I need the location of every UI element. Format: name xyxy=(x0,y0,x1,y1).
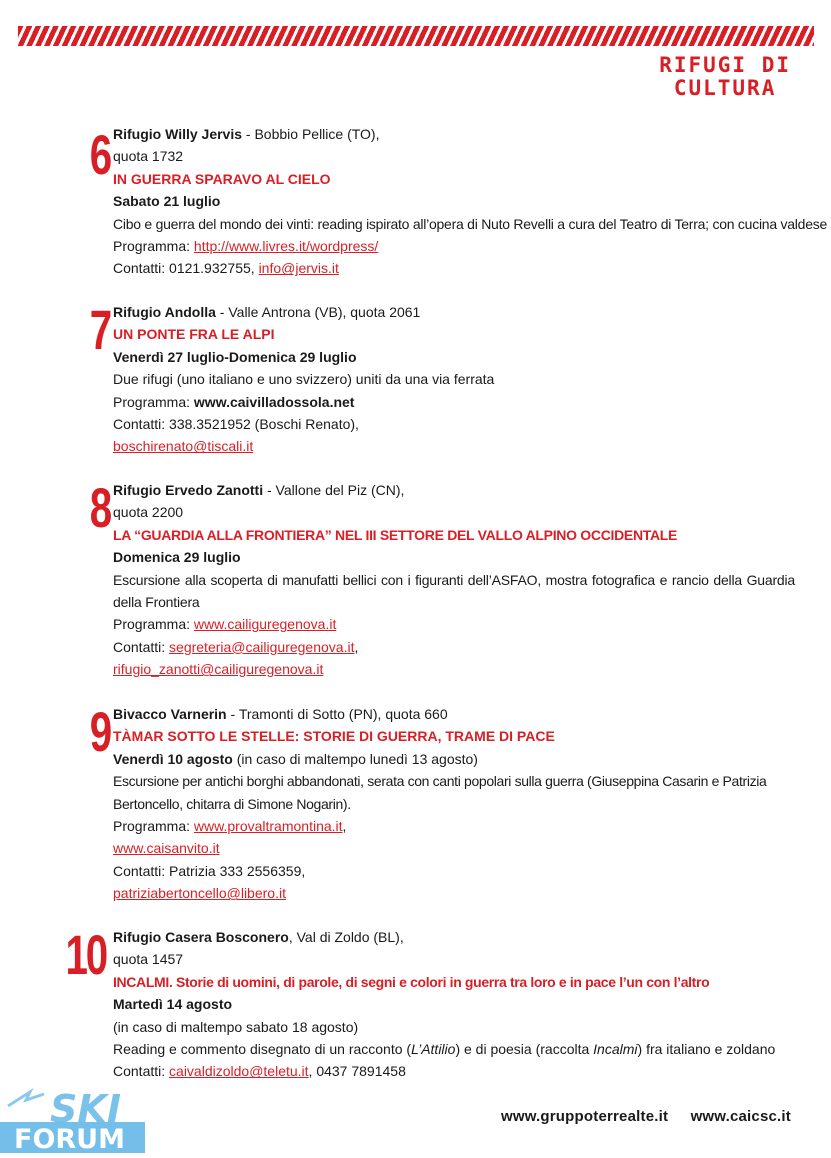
program-label: Programma: xyxy=(113,393,194,410)
entry-date: Venerdì 27 luglio-Domenica 29 luglio xyxy=(113,348,357,365)
entry-7 xyxy=(113,301,803,458)
footer-site-1[interactable]: www.gruppoterrealte.it xyxy=(500,1108,669,1125)
top-stripe-band xyxy=(18,26,814,46)
desc-part: ) e di poesia (raccolta xyxy=(455,1041,594,1058)
entry-date: Martedì 14 agosto xyxy=(113,996,233,1013)
contact-email-link[interactable]: segreteria@cailiguregenova.it xyxy=(169,638,355,655)
entry-title: UN PONTE FRA LE ALPI xyxy=(113,326,275,343)
entry-title: LA “GUARDIA ALLA FRONTIERA” NEL III SETTORE DEL VALLO ALPINO OCCIDENTALE xyxy=(113,526,678,543)
entry-date-note: (in caso di maltempo lunedì 13 agosto) xyxy=(232,750,478,767)
entry-date: Sabato 21 luglio xyxy=(113,193,221,210)
entry-number: 8 xyxy=(89,476,110,539)
entry-8: Rifugio Ervedo Zanotti - Vallone del Piz (CN), quota 2200 LA “GUARDIA ALLA FRONTIERA” NEL III SETTORE DEL VALLO ALPINO OCCIDENTALE Domenica 29 luglio Escursione alla scoperta di manufatti bellici con i figuranti dell’ASFAO, mostra fotografica e rancio della Guardia della Frontiera Programma: www.cailiguregenova.it Contatti: segreteria@cailiguregenova.it, rifugio_zanotti@cailiguregenova.it xyxy=(113,479,803,681)
entry-9: Bivacco Varnerin - Tramonti di Sotto (PN), quota 660 TÀMAR SOTTO LE STELLE: STORIE DI GUERRA, TRAME DI PACE Venerdì 10 agosto (in caso di maltempo lunedì 13 agosto) Escursione per antichi borghi abbandonati, serata con canti popolari sulla guerra (Giuseppina Casarin e Patrizia Bertoncello, chitarra di Simone Nogarin). Programma: www.provaltramontina.it, www.caisanvito.it Contatti: Patrizia 333 2556359, patriziabertoncello@libero.it xyxy=(113,703,803,905)
entry-place-rest: - Tramonti di Sotto (PN), quota 660 xyxy=(226,706,448,722)
entry-place-rest: - Vallone del Piz (CN), xyxy=(263,482,405,498)
entry-place-rest: - Bobbio Pellice (TO), xyxy=(242,126,380,142)
program-label: Programma: xyxy=(113,616,194,633)
program-link[interactable]: www.provaltramontina.it xyxy=(193,818,343,835)
entry-place: Rifugio Ervedo Zanotti xyxy=(113,482,264,498)
desc-italic-title: L’Attilio xyxy=(411,1041,456,1058)
footer-links xyxy=(483,1108,791,1125)
entry-6 xyxy=(113,123,828,280)
entry-date: Domenica 29 luglio xyxy=(113,549,241,566)
program-label: Programma: xyxy=(113,238,194,255)
entry-place: Rifugio Casera Bosconero xyxy=(113,929,289,945)
entry-description xyxy=(113,1038,803,1060)
brand-line-1: RIFUGI DI xyxy=(659,53,791,77)
entry-title: INCALMI. Storie di uomini, di parole, di segni e colori in guerra tra loro e in pace l’un con l’altro xyxy=(113,973,710,990)
contact-email-link[interactable]: boschirenato@tiscali.it xyxy=(113,438,254,455)
program-label: Programma: xyxy=(113,818,194,835)
entry-quota: quota 1457 xyxy=(113,951,184,968)
entry-number: 7 xyxy=(89,298,110,361)
entry-10 xyxy=(113,926,803,1083)
entry-place: Rifugio Andolla xyxy=(113,304,216,320)
entry-place-rest: , Val di Zoldo (BL), xyxy=(288,929,404,945)
watermark-line-1: SKI xyxy=(50,1087,121,1131)
entry-place: Bivacco Varnerin xyxy=(113,706,227,722)
skiforum-logo-icon xyxy=(0,1078,145,1153)
contact-label: Contatti: xyxy=(113,638,170,655)
contact-email-link[interactable]: patriziabertoncello@libero.it xyxy=(113,885,286,902)
entry-description: Cibo e guerra del mondo dei vinti: reading ispirato all’opera di Nuto Revelli a cura del Teatro di Terra; con cucina valdese xyxy=(113,215,828,232)
entry-number: 6 xyxy=(89,123,110,186)
program-link-2[interactable]: www.caisanvito.it xyxy=(113,840,220,857)
entry-date: Venerdì 10 agosto xyxy=(113,750,233,767)
program-url[interactable]: www.caivilladossola.net xyxy=(193,393,355,410)
entry-description: Due rifugi (uno italiano e uno svizzero) uniti da una via ferrata xyxy=(113,371,495,388)
footer-site-2[interactable]: www.caicsc.it xyxy=(690,1108,791,1125)
entry-number: 9 xyxy=(89,700,110,763)
entry-title: IN GUERRA SPARAVO AL CIELO xyxy=(113,170,331,187)
contact-label: Contatti: xyxy=(113,1063,170,1080)
entry-quota: quota 1732 xyxy=(113,148,184,165)
skiforum-watermark-logo xyxy=(0,1078,145,1153)
contact-phone: , 0437 7891458 xyxy=(308,1063,406,1080)
brand-line-2: CULTURA xyxy=(673,76,777,100)
entry-place: Rifugio Willy Jervis xyxy=(113,126,243,142)
desc-part: Reading e commento disegnato di un racconto ( xyxy=(113,1041,412,1058)
brand-logo xyxy=(659,54,791,100)
watermark-line-2: FORUM xyxy=(14,1124,125,1153)
contact-label: Contatti: Patrizia 333 2556359, xyxy=(113,862,306,879)
desc-italic-title: Incalmi xyxy=(593,1041,638,1058)
entry-quota: quota 2200 xyxy=(113,504,184,521)
entry-description: Escursione per antichi borghi abbandonati, serata con canti popolari sulla guerra (Giuseppina Casarin e Patrizia Bertoncello, chitarra di Simone Nogarin). xyxy=(113,773,767,812)
program-link[interactable]: www.cailiguregenova.it xyxy=(193,616,337,633)
contact-label: Contatti: 338.3521952 (Boschi Renato), xyxy=(113,416,359,433)
contact-email-link[interactable]: caivaldizoldo@teletu.it xyxy=(169,1063,309,1080)
entry-title: TÀMAR SOTTO LE STELLE: STORIE DI GUERRA, TRAME DI PACE xyxy=(113,728,555,745)
contact-email-link[interactable]: info@jervis.it xyxy=(258,260,339,277)
contact-label: Contatti: 0121.932755, xyxy=(113,260,259,277)
contact-email-link-2[interactable]: rifugio_zanotti@cailiguregenova.it xyxy=(113,661,324,678)
entry-number: 10 xyxy=(65,923,106,986)
program-link[interactable]: http://www.livres.it/wordpress/ xyxy=(193,238,379,255)
entry-date-note: (in caso di maltempo sabato 18 agosto) xyxy=(113,1018,359,1035)
entry-place-rest: - Valle Antrona (VB), quota 2061 xyxy=(215,304,421,320)
desc-part: ) fra italiano e zoldano xyxy=(637,1041,776,1058)
entry-description: Escursione alla scoperta di manufatti bellici con i figuranti dell’ASFAO, mostra fotografica e rancio della Guardia della Frontiera xyxy=(113,571,795,611)
